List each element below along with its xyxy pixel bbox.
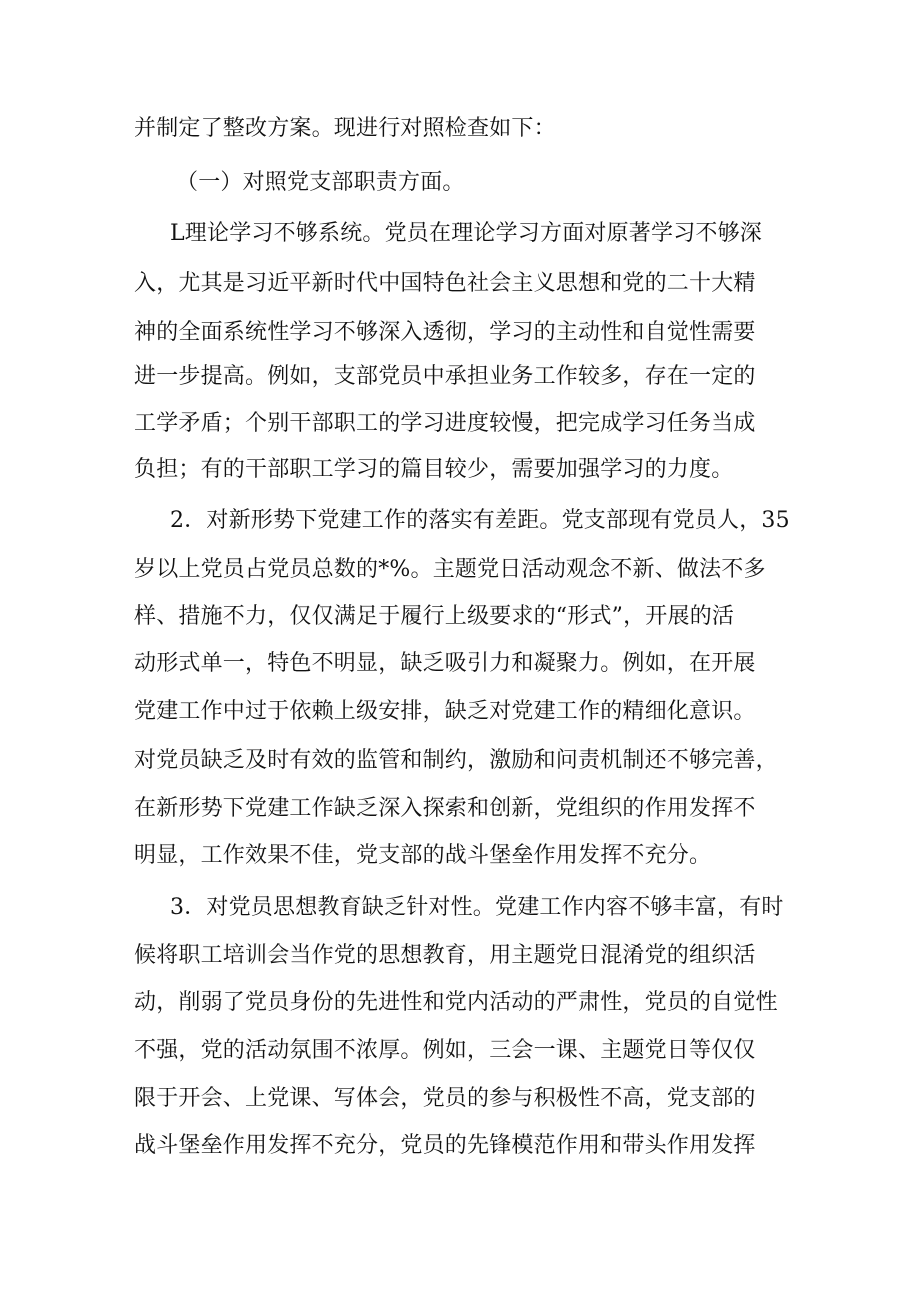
text-line: 明显，工作效果不佳，党支部的战斗堡垒作用发挥不充分。 xyxy=(134,843,712,868)
text-line: 不强，党的活动氛围不浓厚。例如，三会一课、主题党日等仅仅 xyxy=(134,1038,756,1063)
text-line: 岁以上党员占党员总数的*%。主题党日活动观念不新、做法不多 xyxy=(134,557,766,582)
text-line: 战斗堡垒作用发挥不充分，党员的先锋模范作用和带头作用发挥 xyxy=(134,1133,756,1158)
text-line: 限于开会、上党课、写体会，党员的参与积极性不高，党支部的 xyxy=(134,1086,756,1111)
text-line: 神的全面系统性学习不够深入透彻，学习的主动性和自觉性需要 xyxy=(134,320,756,345)
text-line: 工学矛盾；个别干部职工的学习进度较慢，把完成学习任务当成 xyxy=(134,411,756,436)
text-line: 3．对党员思想教育缺乏针对性。党建工作内容不够丰富，有时 xyxy=(170,895,784,920)
text-line: 入，尤其是习近平新时代中国特色社会主义思想和党的二十大精 xyxy=(134,271,756,296)
text-line: 动，削弱了党员身份的先进性和党内活动的严肃性，党员的自觉性 xyxy=(134,990,778,1015)
text-line: 样、措施不力，仅仅满足于履行上级要求的“形式”，开展的活 xyxy=(134,604,735,629)
text-line: 在新形势下党建工作缺乏深入探索和创新，党组织的作用发挥不 xyxy=(134,796,756,821)
text-line: 动形式单一，特色不明显，缺乏吸引力和凝聚力。例如，在开展 xyxy=(134,651,756,676)
text-line: 并制定了整改方案。现进行对照检查如下： xyxy=(134,116,556,141)
text-line: 负担；有的干部职工学习的篇目较少，需要加强学习的力度。 xyxy=(134,457,734,482)
text-line: L理论学习不够系统。党员在理论学习方面对原著学习不够深 xyxy=(170,221,763,246)
section-heading: （一）对照党支部职责方面。 xyxy=(176,170,465,195)
text-line: 2．对新形势下党建工作的落实有差距。党支部现有党员人，35 xyxy=(170,508,790,533)
text-line: 党建工作中过于依赖上级安排，缺乏对党建工作的精细化意识。 xyxy=(134,699,756,724)
text-line: 候将职工培训会当作党的思想教育，用主题党日混淆党的组织活 xyxy=(134,943,756,968)
text-line: 进一步提高。例如，支部党员中承担业务工作较多，存在一定的 xyxy=(134,364,756,389)
text-line: 对党员缺乏及时有效的监管和制约，激励和问责机制还不够完善， xyxy=(134,748,778,773)
